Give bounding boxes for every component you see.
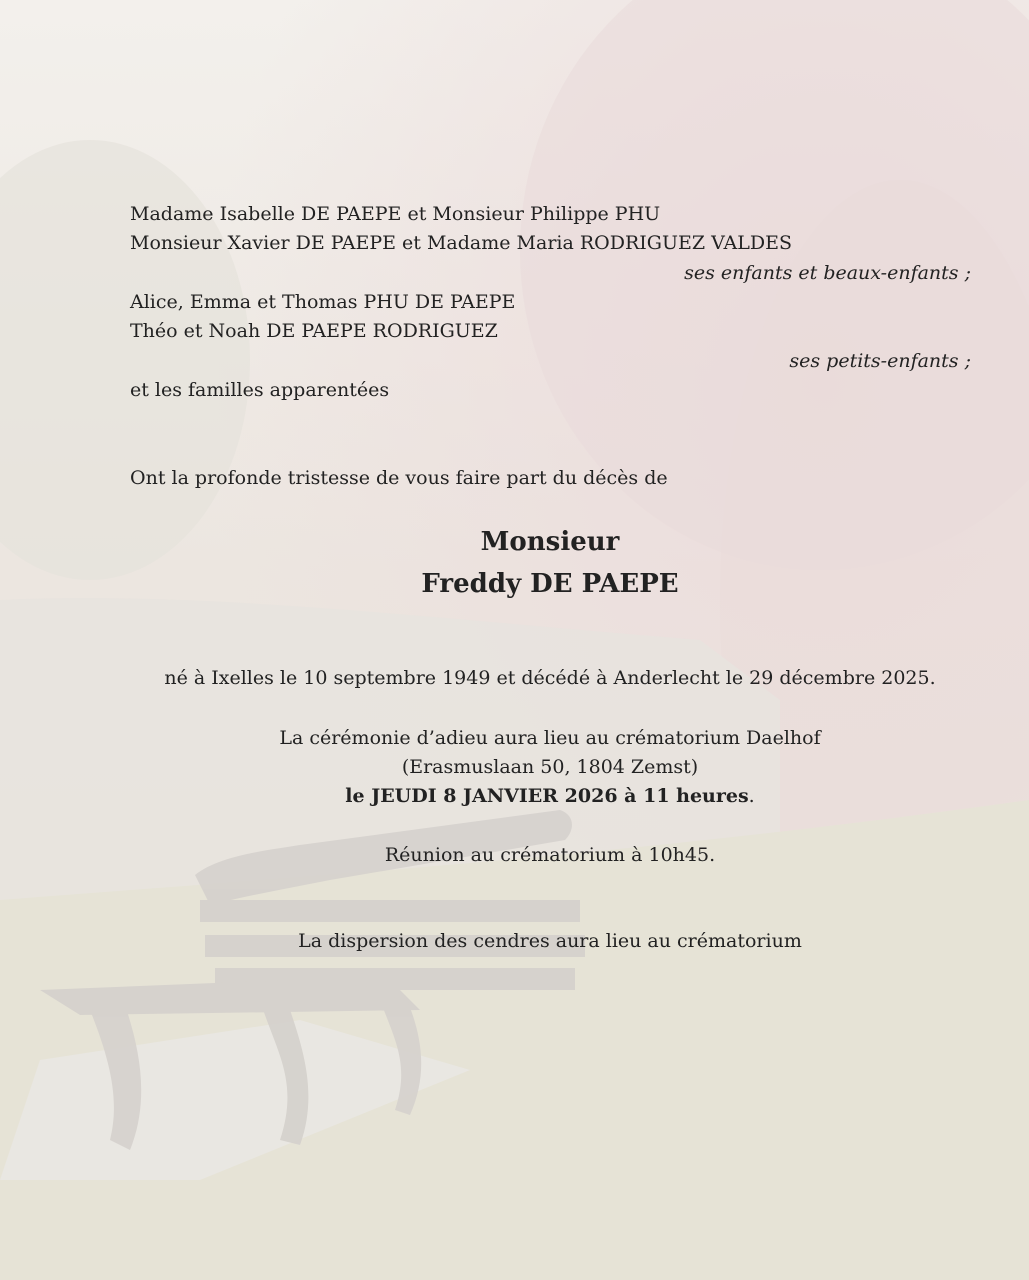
birth-death-text: né à Ixelles le 10 septembre 1949 et décédé à Anderlecht le 29 décembre 2025. xyxy=(164,667,936,689)
ceremony-date-suffix: . xyxy=(748,785,755,807)
family-line-5: et les familles apparentées xyxy=(130,379,390,401)
ceremony-date-bold: le JEUDI 8 JANVIER 2026 à 11 heures xyxy=(345,785,749,807)
grandchildren-caption: ses petits-enfants ; xyxy=(789,350,971,372)
family-line-4: Théo et Noah DE PAEPE RODRIGUEZ xyxy=(130,320,498,342)
deceased-title: Monsieur xyxy=(480,527,620,557)
ceremony-date xyxy=(0,784,1029,808)
children-caption: ses enfants et beaux-enfants ; xyxy=(684,262,971,284)
family-line-3: Alice, Emma et Thomas PHU DE PAEPE xyxy=(130,291,516,313)
family-line-1: Madame Isabelle DE PAEPE et Monsieur Philippe PHU xyxy=(130,203,661,225)
deceased-name: Freddy DE PAEPE xyxy=(421,569,679,599)
reunion-text: Réunion au crématorium à 10h45. xyxy=(384,844,716,866)
ceremony-address: (Erasmuslaan 50, 1804 Zemst) xyxy=(401,756,699,778)
dispersion-text: La dispersion des cendres aura lieu au crématorium xyxy=(298,930,802,952)
family-line-2: Monsieur Xavier DE PAEPE et Madame Maria RODRIGUEZ VALDES xyxy=(130,232,792,254)
announcement-text: Ont la profonde tristesse de vous faire part du décès de xyxy=(130,467,668,489)
ceremony-line: La cérémonie d’adieu aura lieu au crématorium Daelhof xyxy=(279,727,821,749)
